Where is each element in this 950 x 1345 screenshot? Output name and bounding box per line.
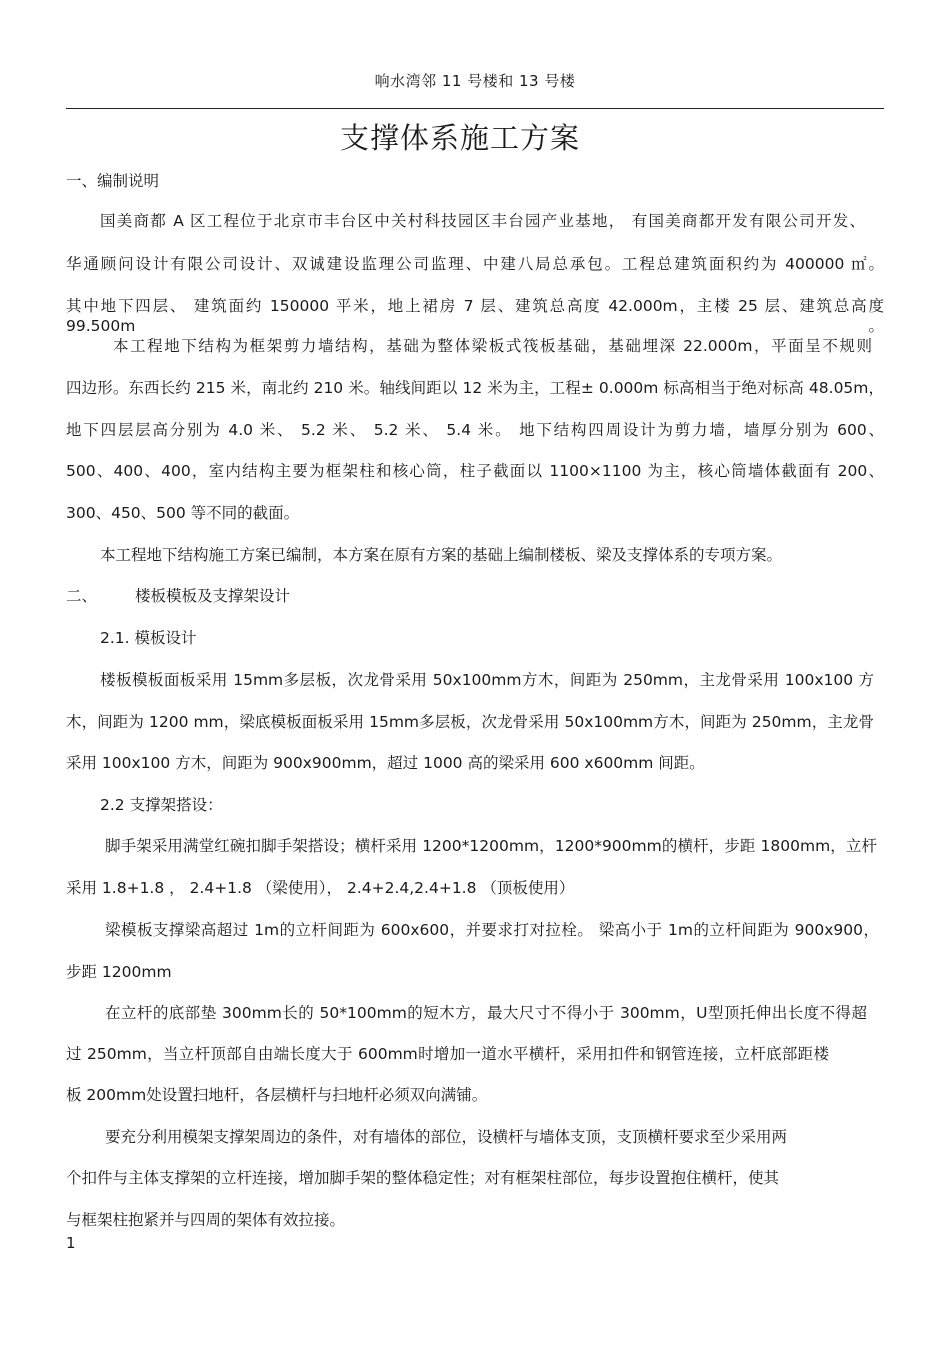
page-header: 响水湾邻 11 号楼和 13 号楼 <box>374 72 576 90</box>
paragraph-line: 过 250mm，当立杆顶部自由端长度大于 600mm时增加一道水平横杆，采用扣件和钢管连接，立杆底部距楼 <box>66 1045 829 1063</box>
paragraph-line: 采用 1.8+1.8 ， 2.4+1.8 （梁使用）， 2.4+2.4,2.4+1.8 （顶板使用） <box>66 879 575 897</box>
paragraph-line: 板 200mm处设置扫地杆，各层横杆与扫地杆必须双向满铺。 <box>66 1086 488 1104</box>
subsection-heading: 2.2 支撑架搭设： <box>100 796 223 814</box>
paragraph-line: 楼板模板面板采用 15mm多层板，次龙骨采用 50x100mm方木，间距为 250mm，主龙骨采用 100x100 方 <box>100 671 874 689</box>
section-heading: 一、编制说明 <box>66 172 160 190</box>
paragraph-line: 300、450、500 等不同的截面。 <box>66 504 300 522</box>
paragraph-line: 采用 100x100 方木，间距为 900x900mm，超过 1000 高的梁采用 600 x600mm 间距。 <box>66 754 705 772</box>
paragraph-line: 本工程地下结构施工方案已编制，本方案在原有方案的基础上编制楼板、梁及支撑体系的专项方案。 <box>100 546 783 564</box>
paragraph-line: 国美商都 A 区工程位于北京市丰台区中关村科技园区丰台园产业基地， 有国美商都开发有限公司开发、 <box>100 212 865 230</box>
paragraph-line: 步距 1200mm <box>66 963 172 981</box>
paragraph-line: 其中地下四层、 建筑面约 150000 平米，地上裙房 7 层、建筑总高度 42.000m，主楼 25 层、建筑总高度 99.500m。 <box>66 297 884 335</box>
paragraph-line: 木，间距为 1200 mm，梁底模板面板采用 15mm多层板，次龙骨采用 50x100mm方木，间距为 250mm，主龙骨 <box>66 713 874 731</box>
paragraph-line: 梁模板支撑梁高超过 1m的立杆间距为 600x600，并要求打对拉栓。 梁高小于 1m的立杆间距为 900x900， <box>105 921 879 939</box>
paragraph-line: 500、400、400，室内结构主要为框架柱和核心筒，柱子截面以 1100×1100 为主，核心筒墙体截面有 200、 <box>66 462 884 480</box>
document-title: 支撑体系施工方案 <box>339 121 580 155</box>
section-heading: 楼板模板及支撑架设计 <box>135 587 291 605</box>
paragraph-line: 在立杆的底部垫 300mm长的 50*100mm的短木方，最大尺寸不得小于 300mm，U型顶托伸出长度不得超 <box>105 1004 867 1022</box>
header-divider <box>66 108 884 109</box>
paragraph-line: 脚手架采用满堂红碗扣脚手架搭设；横杆采用 1200*1200mm，1200*900mm的横杆，步距 1800mm，立杆 <box>105 837 877 855</box>
paragraph-line: 地下四层层高分别为 4.0 米、 5.2 米、 5.2 米、 5.4 米。 地下结构四周设计为剪力墙，墙厚分别为 600、 <box>66 421 884 439</box>
subsection-heading: 2.1. 模板设计 <box>100 629 197 647</box>
paragraph-line: 个扣件与主体支撑架的立杆连接，增加脚手架的整体稳定性；对有框架柱部位，每步设置抱住横杆，使其 <box>66 1169 780 1187</box>
paragraph-line: 华通顾问设计有限公司设计、双诚建设监理公司监理、中建八局总承包。工程总建筑面积约为 400000 ㎡。 <box>66 255 884 273</box>
paragraph-line: 要充分利用模架支撑架周边的条件，对有墙体的部位，设横杆与墙体支顶，支顶横杆要求至少采用两 <box>105 1128 788 1146</box>
paragraph-line: 四边形。东西长约 215 米，南北约 210 米。轴线间距以 12 米为主，工程± 0.000m 标高相当于绝对标高 48.05m， <box>66 379 884 397</box>
paragraph-line: 与框架柱抱紧并与四周的架体有效拉接。 <box>66 1211 346 1229</box>
section-heading-number: 二、 <box>66 587 98 605</box>
paragraph-line: 本工程地下结构为框架剪力墙结构，基础为整体梁板式筏板基础，基础埋深 22.000m，平面呈不规则 <box>113 337 872 355</box>
page-number: 1 <box>66 1234 76 1252</box>
